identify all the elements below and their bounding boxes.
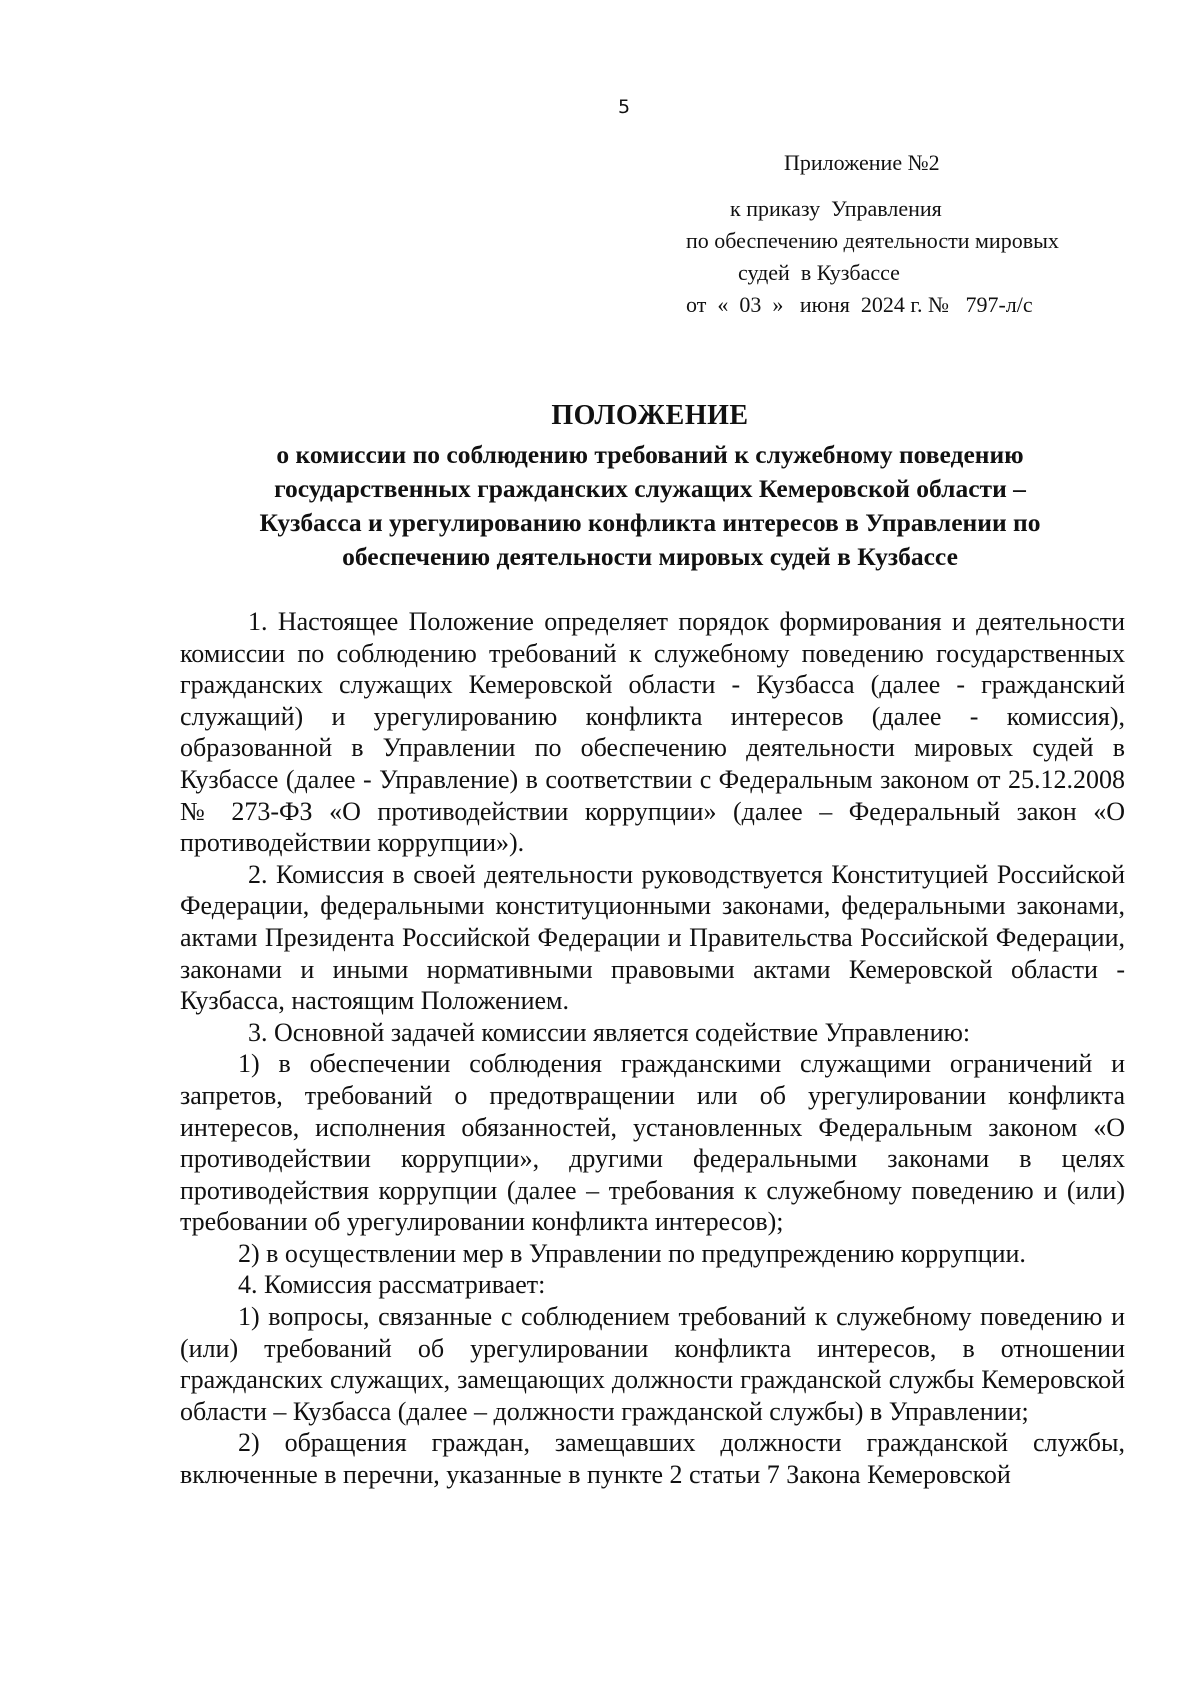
subtitle-line: о комиссии по соблюдению требований к служебному поведению bbox=[276, 440, 1024, 469]
subtitle-line: обеспечению деятельности мировых судей в Кузбассе bbox=[342, 542, 958, 571]
subtitle-line: государственных гражданских служащих Кемеровской области – bbox=[274, 474, 1026, 503]
paragraph-1: 1. Настоящее Положение определяет порядок формирования и деятельности комиссии по соблюдению требований к служебному поведению государственных гражданских служащих Кемеровской области - Кузбасса (далее - гражданский служащий) и урегулированию конфликта интересов (далее - комиссия), образованной в Управлении по обеспечению деятельности мировых судей в Кузбассе (далее - Управление) в соответствии с Федеральным законом от 25.12.2008 № 273-ФЗ «О противодействии коррупции» (далее – Федеральный закон «О противодействии коррупции»). bbox=[180, 607, 1125, 858]
attachment-header bbox=[686, 147, 1146, 321]
attachment-line: по обеспечению деятельности мировых bbox=[686, 228, 1059, 253]
page-number: 5 bbox=[617, 96, 631, 118]
document-body bbox=[180, 606, 1125, 1491]
title-block bbox=[150, 398, 1150, 574]
paragraph-3-item-1: 1) в обеспечении соблюдения гражданскими служащими ограничений и запретов, требований о предотвращении или об урегулировании конфликта интересов, исполнения обязанностей, установленных Федеральным законом «О противодействии коррупции», другими федеральными законами в целях противодействия коррупции (далее – требования к служебному поведению и (или) требовании об урегулировании конфликта интересов); bbox=[180, 1049, 1125, 1237]
document-title: ПОЛОЖЕНИЕ bbox=[551, 400, 749, 431]
paragraph-4-item-2: 2) обращения граждан, замещавших должности гражданской службы, включенные в перечни, указанные в пункте 2 статьи 7 Закона Кемеровской bbox=[180, 1428, 1125, 1490]
subtitle-line: Кузбасса и урегулированию конфликта интересов в Управлении по bbox=[259, 508, 1041, 537]
paragraph-4: 4. Комиссия рассматривает: bbox=[238, 1270, 546, 1300]
document-subtitle bbox=[150, 438, 1150, 574]
paragraph-3: 3. Основной задачей комиссии является содействие Управлению: bbox=[248, 1017, 971, 1047]
paragraph-2: 2. Комиссия в своей деятельности руководствуется Конституцией Российской Федерации, федеральными конституционными законами, федеральными законами, актами Президента Российской Федерации и Правительства Российской Федерации, законами и иными нормативными правовыми актами Кемеровской области - Кузбасса, настоящим Положением. bbox=[180, 859, 1125, 1016]
attachment-line: Приложение №2 bbox=[784, 150, 940, 175]
attachment-line: к приказу Управления bbox=[730, 196, 942, 221]
paragraph-3-item-2: 2) в осуществлении мер в Управлении по предупреждению коррупции. bbox=[238, 1238, 1026, 1268]
attachment-line: от « 03 » июня 2024 г. № 797-л/с bbox=[686, 292, 1033, 317]
attachment-line: судей в Кузбассе bbox=[738, 260, 900, 285]
paragraph-4-item-1: 1) вопросы, связанные с соблюдением требований к служебному поведению и (или) требований об урегулировании конфликта интересов, в отношении гражданских служащих, замещающих должности гражданской службы Кемеровской области – Кузбасса (далее – должности гражданской службы) в Управлении; bbox=[180, 1302, 1125, 1426]
